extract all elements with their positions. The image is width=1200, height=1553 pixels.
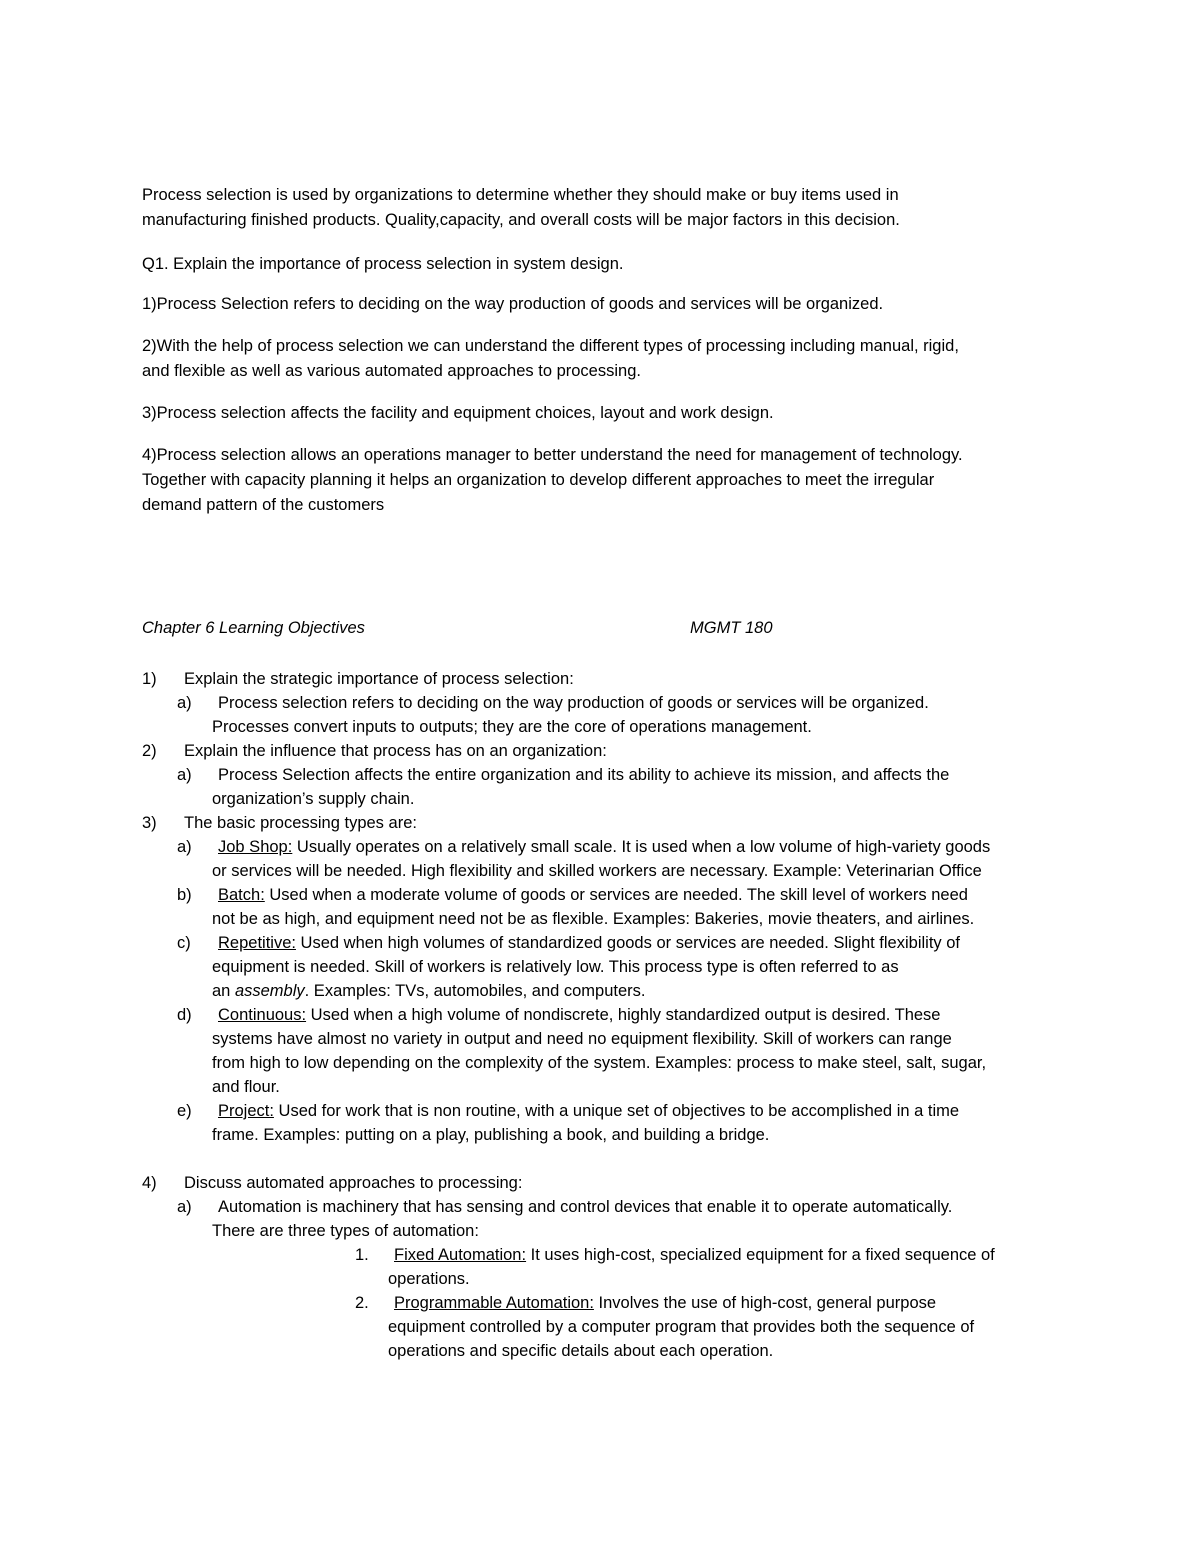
sub-marker: c): [177, 934, 191, 952]
answer-4: [142, 443, 1052, 518]
objective-title: Discuss automated approaches to processing:: [184, 1174, 523, 1192]
sub-item-line: frame. Examples: putting on a play, publishing a book, and building a bridge.: [212, 1126, 770, 1144]
process-type-continuous: Continuous: Used when a high volume of nondiscrete, highly standardized output is desired. These: [218, 1006, 941, 1024]
term-batch: Batch:: [218, 886, 265, 904]
section-header: [142, 619, 1052, 644]
chapter-title: Chapter 6 Learning Objectives: [142, 619, 365, 637]
answer-2-line-2: and flexible as well as various automated approaches to processing.: [142, 362, 641, 380]
sub-marker: a): [177, 694, 192, 712]
sub-marker: d): [177, 1006, 192, 1024]
process-type-project: Project: Used for work that is non routine, with a unique set of objectives to be accomplished in a time: [218, 1102, 960, 1120]
emphasis-assembly: assembly: [234, 982, 305, 1000]
sub-item-line: Automation is machinery that has sensing and control devices that enable it to operate automatically.: [218, 1198, 953, 1216]
sub-marker: e): [177, 1102, 192, 1120]
answer-4-line-2: Together with capacity planning it helps an organization to develop different approaches to meet the irregular: [142, 471, 935, 489]
sub-item-line: systems have almost no variety in output and need no equipment flexibility. Skill of workers can range: [212, 1030, 952, 1048]
sub-item-line: an assembly. Examples: TVs, automobiles, and computers.: [212, 982, 646, 1000]
answer-2: [142, 334, 1052, 384]
term-continuous: Continuous:: [218, 1006, 307, 1024]
numbered-item-line: operations.: [388, 1270, 470, 1288]
numbered-marker: 2.: [355, 1294, 369, 1312]
sub-item-line: and flour.: [212, 1078, 280, 1096]
objective-number: 1): [142, 670, 157, 688]
question-q1: Q1. Explain the importance of process selection in system design.: [142, 255, 624, 273]
sub-marker: a): [177, 766, 192, 784]
objective-number: 4): [142, 1174, 157, 1192]
sub-item-line: equipment is needed. Skill of workers is relatively low. This process type is often referred to as: [212, 958, 899, 976]
automation-type-programmable: Programmable Automation: Involves the use of high-cost, general purpose: [394, 1294, 937, 1312]
term-programmable-automation: Programmable Automation:: [394, 1294, 594, 1312]
objective-number: 3): [142, 814, 157, 832]
sub-marker: a): [177, 838, 192, 856]
sub-marker: b): [177, 886, 192, 904]
term-fixed-automation: Fixed Automation:: [394, 1246, 527, 1264]
sub-item-line: Process Selection affects the entire organization and its ability to achieve its mission, and affects the: [218, 766, 950, 784]
answer-4-line-3: demand pattern of the customers: [142, 496, 385, 514]
sub-item-line: or services will be needed. High flexibility and skilled workers are necessary. Example: Veterinarian Office: [212, 862, 982, 880]
answer-1: 1)Process Selection refers to deciding on the way production of goods and services will be organized.: [142, 295, 884, 313]
objective-title: Explain the influence that process has on an organization:: [184, 742, 607, 760]
sub-item-line: organization’s supply chain.: [212, 790, 415, 808]
sub-item-line: Processes convert inputs to outputs; they are the core of operations management.: [212, 718, 812, 736]
sub-item-line: There are three types of automation:: [212, 1222, 479, 1240]
term-project: Project:: [218, 1102, 274, 1120]
numbered-item-line: operations and specific details about each operation.: [388, 1342, 774, 1360]
intro-line-2: manufacturing finished products. Quality,capacity, and overall costs will be major factors in this decision.: [142, 211, 900, 229]
process-type-batch: Batch: Used when a moderate volume of goods or services are needed. The skill level of workers need: [218, 886, 968, 904]
term-job-shop: Job Shop:: [218, 838, 293, 856]
answer-4-line-1: 4)Process selection allows an operations manager to better understand the need for management of technology.: [142, 446, 963, 464]
objective-title: Explain the strategic importance of process selection:: [184, 670, 574, 688]
sub-marker: a): [177, 1198, 192, 1216]
process-type-repetitive: Repetitive: Used when high volumes of standardized goods or services are needed. Slight flexibility of: [218, 934, 961, 952]
automation-type-fixed: Fixed Automation: It uses high-cost, specialized equipment for a fixed sequence of: [394, 1246, 995, 1264]
answer-3: 3)Process selection affects the facility and equipment choices, layout and work design.: [142, 404, 774, 422]
intro-line-1: Process selection is used by organizations to determine whether they should make or buy items used in: [142, 186, 899, 204]
answer-2-line-1: 2)With the help of process selection we can understand the different types of processing including manual, rigid,: [142, 337, 959, 355]
sub-item-line: not be as high, and equipment need not be as flexible. Examples: Bakeries, movie theaters, and airlines.: [212, 910, 975, 928]
numbered-item-line: equipment controlled by a computer program that provides both the sequence of: [388, 1318, 975, 1336]
intro-paragraph: [142, 183, 1052, 233]
term-repetitive: Repetitive:: [218, 934, 296, 952]
sub-item-line: from high to low depending on the complexity of the system. Examples: process to make steel, salt, sugar,: [212, 1054, 987, 1072]
sub-item-line: Process selection refers to deciding on the way production of goods or services will be organized.: [218, 694, 929, 712]
objective-title: The basic processing types are:: [184, 814, 417, 832]
numbered-marker: 1.: [355, 1246, 369, 1264]
process-type-job-shop: Job Shop: Usually operates on a relatively small scale. It is used when a low volume of high-variety goods: [218, 838, 991, 856]
objective-number: 2): [142, 742, 157, 760]
course-code: MGMT 180: [690, 619, 773, 637]
